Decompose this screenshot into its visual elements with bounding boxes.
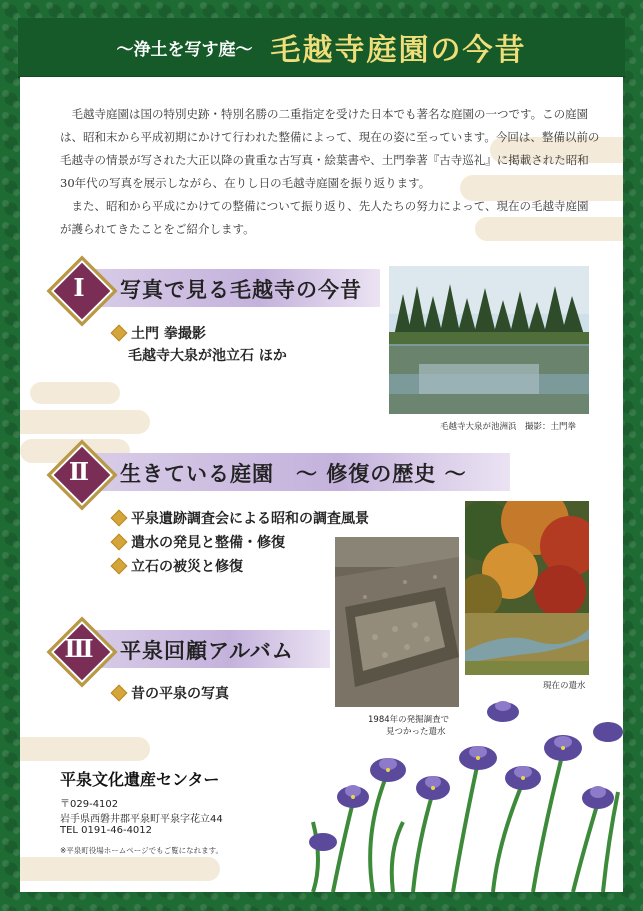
telephone: TEL 0191-46-4012 <box>60 825 153 836</box>
section-item-label: 毛越寺大泉が池立石 ほか <box>128 348 287 364</box>
footnote: ※平泉町役場ホームページでもご覧になれます。 <box>60 846 224 855</box>
section-item <box>113 532 285 552</box>
section-numeral: Ⅲ <box>64 634 94 663</box>
section-item <box>113 683 229 703</box>
photo-caption: 1984年の発掘調査で <box>368 715 450 725</box>
photo-caption: 現在の遣水 <box>543 681 586 691</box>
section-numeral: Ⅱ <box>68 457 90 486</box>
decorative-cloud <box>20 857 220 881</box>
section-item <box>113 556 243 576</box>
diamond-bullet-icon <box>111 534 128 551</box>
photo-caption: 見つかった遣水 <box>386 727 446 737</box>
decorative-cloud <box>20 410 150 434</box>
section-item-label: 立石の被災と修復 <box>131 559 243 575</box>
iris-flowers-illustration <box>293 692 623 892</box>
excavation-photo <box>335 537 459 707</box>
pond-photo <box>389 266 589 414</box>
content-panel <box>20 77 623 892</box>
intro-text <box>60 103 600 241</box>
section-title: 生きている庭園 〜 修復の歴史 〜 <box>120 462 467 486</box>
postal-code: 〒029-4102 <box>60 799 119 810</box>
section-item <box>113 508 369 528</box>
photo-caption: 毛越寺大泉が池洲浜 撮影：土門拳 <box>440 422 577 432</box>
address: 岩手県西磐井郡平泉町平泉字花立44 <box>60 814 223 825</box>
section-item-label: 遣水の発見と整備・修復 <box>131 535 285 551</box>
section-title: 写真で見る毛越寺の今昔 <box>120 278 362 302</box>
autumn-garden-photo <box>465 501 589 675</box>
section-item-label: 平泉遺跡調査会による昭和の調査風景 <box>131 511 369 527</box>
section-item-label: 昔の平泉の写真 <box>131 686 229 702</box>
header-banner <box>18 18 625 78</box>
section-item-label: 土門 拳撮影 <box>131 326 206 342</box>
section-numeral: Ⅰ <box>73 273 85 302</box>
intro-paragraph: 毛越寺庭園は国の特別史跡・特別名勝の二重指定を受けた日本でも著名な庭園の一つです。この庭園は、昭和末から平成初期にかけて行われた整備によって、現在の姿に至っています。今回は、整備以前の毛越寺の情景が写された大正以降の貴重な古写真・絵葉書や、土門拳著『古寺巡礼』に掲載された昭和30年代の写真を展示しながら、在りし日の毛越寺庭園を振り返ります。 <box>60 107 600 190</box>
header-subtitle: 〜浄土を写す庭〜 <box>116 39 253 60</box>
section-title: 平泉回顧アルバム <box>120 639 294 663</box>
diamond-bullet-icon <box>111 510 128 527</box>
section-item <box>113 323 206 343</box>
decorative-cloud <box>20 737 150 761</box>
organization-name: 平泉文化遺産センター <box>60 770 220 789</box>
intro-paragraph: また、昭和から平成にかけての整備について振り返り、先人たちの努力によって、現在の毛越寺庭園が護られてきたことをご紹介します。 <box>60 199 589 236</box>
diamond-bullet-icon <box>111 685 128 702</box>
page-title: 毛越寺庭園の今昔 <box>270 33 527 68</box>
diamond-bullet-icon <box>111 325 128 342</box>
decorative-cloud <box>30 382 120 404</box>
diamond-bullet-icon <box>111 558 128 575</box>
